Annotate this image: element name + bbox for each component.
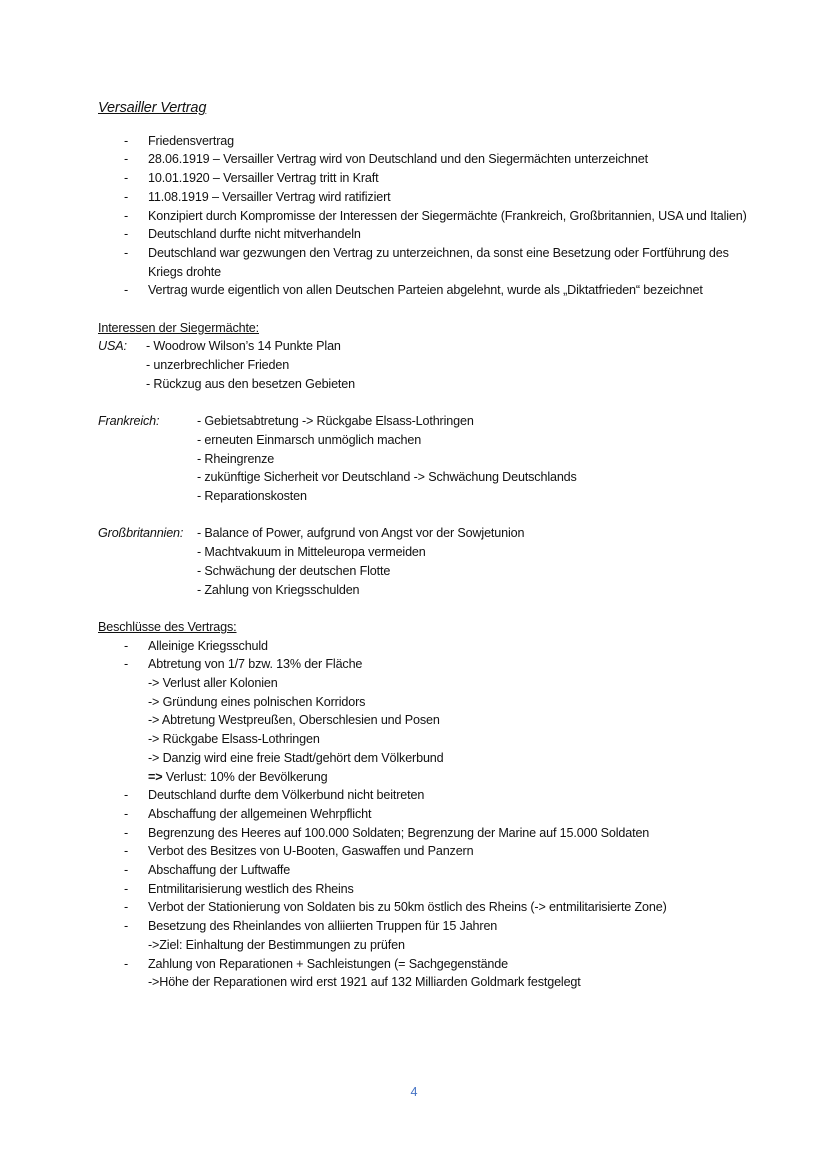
- bullet-dash: -: [124, 638, 129, 653]
- list-item: [98, 281, 748, 300]
- list-item: [98, 637, 748, 656]
- list-item-text: Abschaffung der allgemeinen Wehrpflicht: [148, 806, 372, 821]
- bullet-dash: -: [124, 825, 129, 840]
- interest-item: - Balance of Power, aufgrund von Angst vor der Sowjetunion: [197, 526, 525, 541]
- list-item: [98, 150, 748, 169]
- britain-label: Großbritannien:: [98, 526, 184, 541]
- list-item-text: Konzipiert durch Kompromisse der Interessen der Siegermächte (Frankreich, Großbritannien, USA und Italien): [148, 208, 747, 223]
- interest-item: - Gebietsabtretung -> Rückgabe Elsass-Lothringen: [197, 414, 474, 429]
- decisions-list: [98, 637, 748, 992]
- list-item-text: Entmilitarisierung westlich des Rheins: [148, 881, 354, 896]
- list-item-text: 10.01.1920 – Versailler Vertrag tritt in Kraft: [148, 171, 379, 186]
- list-item: [98, 955, 748, 974]
- bullet-dash: -: [124, 919, 129, 934]
- usa-label: USA:: [98, 339, 127, 354]
- list-item-text: Verbot der Stationierung von Soldaten bis zu 50km östlich des Rheins (-> entmilitarisierte Zone): [148, 900, 667, 915]
- bullet-dash: -: [124, 844, 129, 859]
- sub-item: -> Gründung eines polnischen Korridors: [148, 694, 366, 709]
- intro-list: [98, 132, 748, 300]
- list-item-text: Besetzung des Rheinlandes von alliierten Truppen für 15 Jahren: [148, 919, 498, 934]
- list-item: [98, 786, 748, 805]
- bullet-dash: -: [124, 881, 129, 896]
- list-item-text: Deutschland durfte dem Völkerbund nicht beitreten: [148, 788, 425, 803]
- france-interests: [98, 412, 748, 506]
- list-item-text: Friedensvertrag: [148, 133, 234, 148]
- sub-item: ->Höhe der Reparationen wird erst 1921 auf 132 Milliarden Goldmark festgelegt: [148, 975, 581, 990]
- bullet-dash: -: [124, 863, 129, 878]
- bullet-dash: -: [124, 152, 129, 167]
- list-item-text: Deutschland durfte nicht mitverhandeln: [148, 227, 361, 242]
- list-item: [98, 842, 748, 861]
- list-item-text: 11.08.1919 – Versailler Vertrag wird ratifiziert: [148, 189, 391, 204]
- list-item-text: Alleinige Kriegsschuld: [148, 638, 268, 653]
- interest-item: - Reparationskosten: [197, 489, 307, 504]
- list-item: [98, 655, 748, 674]
- result-arrow: =>: [148, 769, 163, 784]
- list-item: [98, 132, 748, 151]
- bullet-dash: -: [124, 956, 129, 971]
- bullet-dash: -: [124, 900, 129, 915]
- list-item-text: Begrenzung des Heeres auf 100.000 Soldaten; Begrenzung der Marine auf 15.000 Soldaten: [148, 825, 650, 840]
- document-page: [98, 99, 748, 992]
- bullet-dash: -: [124, 133, 129, 148]
- bullet-dash: -: [124, 283, 129, 298]
- list-item: [98, 824, 748, 843]
- interest-item: - erneuten Einmarsch unmöglich machen: [197, 432, 422, 447]
- usa-interests: [98, 337, 748, 393]
- list-item-text: Zahlung von Reparationen + Sachleistungen (= Sachgegenstände: [148, 956, 508, 971]
- interest-item: - Rheingrenze: [197, 451, 275, 466]
- list-item: [98, 244, 748, 281]
- sub-item: -> Danzig wird eine freie Stadt/gehört dem Völkerbund: [148, 750, 444, 765]
- bullet-dash: -: [124, 245, 129, 260]
- interests-heading: Interessen der Siegermächte:: [98, 320, 260, 335]
- sub-item: ->Ziel: Einhaltung der Bestimmungen zu prüfen: [148, 937, 405, 952]
- list-item-text: 28.06.1919 – Versailler Vertrag wird von Deutschland und den Siegermächten unterzeichnet: [148, 152, 648, 167]
- interest-item: - zukünftige Sicherheit vor Deutschland -> Schwächung Deutschlands: [197, 470, 577, 485]
- list-item: [98, 880, 748, 899]
- list-item: [98, 188, 748, 207]
- result-item: [98, 768, 748, 787]
- bullet-dash: -: [124, 171, 129, 186]
- list-item-text: Deutschland war gezwungen den Vertrag zu unterzeichnen, da sonst eine Besetzung oder Fortführung des Kriegs drohte: [148, 245, 729, 279]
- interest-item: - Machtvakuum in Mitteleuropa vermeiden: [197, 545, 426, 560]
- list-item-text: Abschaffung der Luftwaffe: [148, 863, 291, 878]
- bullet-dash: -: [124, 806, 129, 821]
- britain-interests: [98, 524, 748, 599]
- list-item: [98, 805, 748, 824]
- list-item: [98, 898, 748, 917]
- interest-item: - Schwächung der deutschen Flotte: [197, 563, 391, 578]
- list-item: [98, 917, 748, 936]
- list-item-text: Abtretung von 1/7 bzw. 13% der Fläche: [148, 657, 363, 672]
- bullet-dash: -: [124, 788, 129, 803]
- sub-item: -> Abtretung Westpreußen, Oberschlesien und Posen: [148, 713, 440, 728]
- list-item: [98, 225, 748, 244]
- page-title: Versailler Vertrag: [98, 100, 207, 116]
- interest-item: - Rückzug aus den besetzen Gebieten: [146, 376, 355, 391]
- list-item: [98, 169, 748, 188]
- bullet-dash: -: [124, 208, 129, 223]
- page-number: 4: [410, 1085, 418, 1099]
- list-item: [98, 861, 748, 880]
- decisions-heading: Beschlüsse des Vertrags:: [98, 619, 237, 634]
- interest-item: - Woodrow Wilson’s 14 Punkte Plan: [146, 339, 341, 354]
- france-label: Frankreich:: [98, 414, 160, 429]
- sub-item: -> Rückgabe Elsass-Lothringen: [148, 732, 320, 747]
- interest-item: - unzerbrechlicher Frieden: [146, 358, 290, 373]
- bullet-dash: -: [124, 657, 129, 672]
- list-item-text: Verbot des Besitzes von U-Booten, Gaswaffen und Panzern: [148, 844, 474, 859]
- bullet-dash: -: [124, 227, 129, 242]
- result-text: Verlust: 10% der Bevölkerung: [162, 769, 328, 784]
- interest-item: - Zahlung von Kriegsschulden: [197, 582, 360, 597]
- sub-item: -> Verlust aller Kolonien: [148, 676, 278, 691]
- list-item-text: Vertrag wurde eigentlich von allen Deutschen Parteien abgelehnt, wurde als „Diktatfrieden“ bezeichnet: [148, 283, 703, 298]
- bullet-dash: -: [124, 189, 129, 204]
- list-item: [98, 207, 748, 226]
